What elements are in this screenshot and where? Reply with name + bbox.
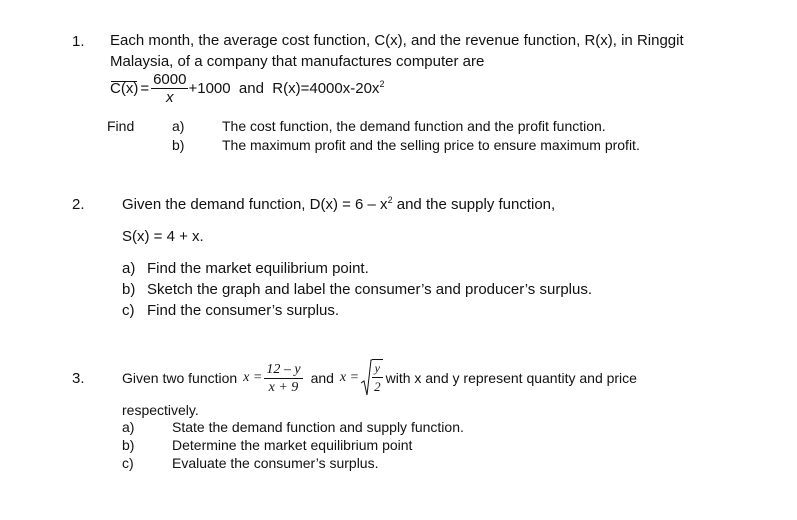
q2-line-1-post: and the supply function, — [392, 196, 556, 213]
question-1-line-1: Each month, the average cost function, C(x), and the revenue function, R(x), in Ringgit — [110, 32, 684, 49]
q3-formula-1-lhs: x = — [243, 370, 263, 385]
fraction-denominator: x — [166, 89, 174, 106]
find-label: Find — [107, 118, 135, 134]
sqrt-symbol — [361, 359, 372, 397]
q2-exponent: 2 — [387, 195, 393, 205]
question-2-line-2: S(x) = 4 + x. — [122, 228, 204, 245]
question-1-line-2: Malaysia, of a company that manufactures computer are — [110, 53, 485, 70]
q2-part-c-label: c) — [122, 302, 135, 319]
q3-f2-denominator: 2 — [374, 379, 381, 394]
q1-part-b-text: The maximum profit and the selling price to ensure maximum profit. — [222, 137, 640, 153]
q2-part-b-label: b) — [122, 281, 136, 298]
question-3-line-1 — [122, 358, 637, 398]
question-2-line-1 — [122, 196, 555, 213]
q2-part-c-text: Find the consumer’s surplus. — [147, 302, 340, 319]
q3-intro: Given two function — [122, 370, 238, 386]
question-1-formula — [110, 71, 384, 106]
q1-part-a-text: The cost function, the demand function and the profit function. — [222, 118, 606, 134]
q3-part-a-text: State the demand function and supply function. — [172, 419, 464, 435]
formula-exponent: 2 — [379, 79, 385, 89]
q3-part-a-label: a) — [122, 419, 135, 435]
question-3-number: 3. — [72, 370, 85, 387]
formula-tail-text: +1000 and R(x)=4000x-20x — [188, 80, 380, 97]
q3-formula-1-fraction — [264, 361, 302, 396]
q3-tail: with x and y represent quantity and price — [385, 370, 637, 386]
q3-f2-numerator: y — [372, 360, 383, 378]
q3-formula-2-lhs: x = — [339, 370, 360, 385]
fraction-numerator: 6000 — [153, 71, 187, 88]
formula-tail — [188, 80, 384, 97]
q3-f1-numerator: 12 – y — [266, 361, 301, 377]
q2-line-1-pre: Given the demand function, D(x) = 6 – x — [122, 196, 388, 213]
q3-part-c-text: Evaluate the consumer’s surplus. — [172, 455, 379, 471]
question-3-line-2: respectively. — [122, 402, 199, 418]
q1-part-b-label: b) — [172, 137, 185, 153]
q3-formula-2-fraction — [372, 359, 383, 397]
q3-and: and — [310, 370, 334, 386]
q2-part-a-label: a) — [122, 260, 136, 277]
cost-fraction — [151, 71, 188, 106]
q2-part-a-text: Find the market equilibrium point. — [147, 260, 369, 277]
q1-part-a-label: a) — [172, 118, 185, 134]
question-2-number: 2. — [72, 196, 85, 213]
average-cost-lhs: C(x) — [110, 80, 139, 97]
q3-part-b-label: b) — [122, 437, 135, 453]
q3-f1-denominator: x + 9 — [268, 379, 299, 395]
q2-part-b-text: Sketch the graph and label the consumer’s and producer’s surplus. — [147, 281, 592, 298]
q3-part-b-text: Determine the market equilibrium point — [172, 437, 413, 453]
q3-part-c-label: c) — [122, 455, 134, 471]
q3-sqrt — [361, 359, 383, 397]
equals-sign: = — [140, 80, 150, 97]
question-1-number: 1. — [72, 33, 85, 50]
